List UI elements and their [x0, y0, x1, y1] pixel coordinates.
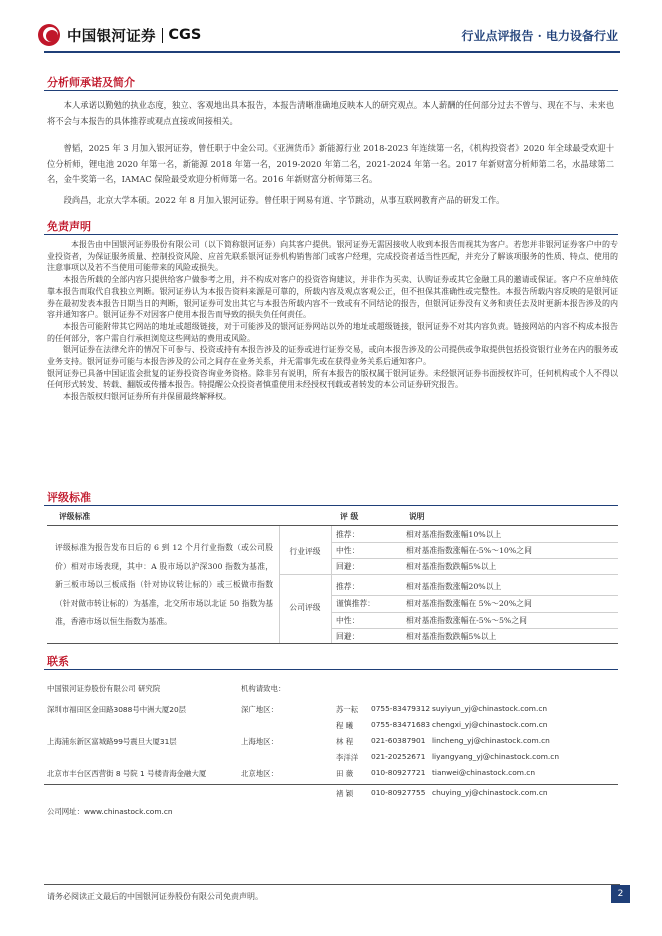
rating-column-rule	[279, 526, 280, 643]
office-region: 上海地区：	[241, 737, 278, 746]
contact-email: chengxi_yj@chinastock.com.cn	[432, 720, 548, 729]
contact-name: 苏一耘	[336, 705, 359, 714]
contact-phone: 010-80927721	[371, 768, 426, 777]
rating-desc: 相对基准指数涨幅在 5%～20%之间	[406, 599, 532, 608]
contact-phone: 021-20252671	[371, 752, 426, 761]
rating-label: 回避：	[336, 562, 360, 571]
rating-desc: 相对基准指数涨幅10%以上	[406, 530, 502, 539]
analyst-section-divider	[44, 90, 618, 91]
footer-divider	[44, 884, 620, 885]
disclaimer-paragraph: 本报告版权归银河证券所有并保留最终解释权。	[63, 392, 231, 402]
contact-email: suyiyun_yj@chinastock.com.cn	[432, 704, 548, 713]
analyst-bio-1: 曾韬，2025 年 3 月加入银河证券，曾任职于中金公司。《亚洲货币》新能源行业 2018-2023 年连续第一名，《机构投资者》2020 年全球最受欢迎十位分析师，锂电池 2020 年第一名，新能源 2018 年第一名，2019-2020 年第二名，2021-2024 年第一名。2017 年新财富分析师第二名，水晶球第二名，金牛奖第一名，IAMAC 保险最受欢迎分析师第一名。2016 年新财富分析师第三名。	[47, 143, 614, 184]
contact-name: 李洋洋	[336, 753, 359, 762]
contact-email: lincheng_yj@chinastock.com.cn	[432, 736, 550, 745]
logo-separator	[162, 28, 164, 43]
rating-label: 推荐：	[336, 582, 360, 591]
contact-phone: 0755-83479312	[371, 704, 431, 713]
disclaimer-body	[47, 239, 618, 403]
contact-section-title: 联系	[47, 655, 69, 668]
disclaimer-paragraph: 银河证券在法律允许的情况下可参与、投资或持有本报告涉及的证券或进行证券交易，或向本报告涉及的公司提供或争取提供包括投资银行业务在内的服务或业务支持。银河证券可能与本报告涉及的公司之间存在业务关系，并无需事先或在获得业务关系后通知客户。	[47, 345, 618, 367]
contact-rule	[44, 784, 618, 785]
disclaimer-section-title: 免责声明	[47, 220, 91, 233]
rating-desc: 相对基准指数跌幅5%以上	[406, 632, 497, 641]
rating-column-rule	[331, 526, 332, 643]
rating-group-company: 公司评级	[289, 603, 321, 612]
contact-email: tianwei@chinastock.com.cn	[432, 768, 536, 777]
logo-cn-text: 中国银河证券	[67, 28, 156, 45]
company-website: 公司网址：www.chinastock.com.cn	[47, 807, 173, 816]
rating-desc: 相对基准指数跌幅5%以上	[406, 562, 497, 571]
contact-name: 褚 颖	[336, 789, 354, 798]
contact-phone: 0755-83471683	[371, 720, 431, 729]
rating-bottom-rule	[47, 643, 618, 644]
disclaimer-section-divider	[44, 234, 618, 235]
report-type: 行业点评报告 · 电力设备行业	[461, 29, 618, 43]
contact-name: 田 薇	[336, 769, 354, 778]
contact-sales-label: 机构请致电：	[241, 684, 286, 693]
header-divider	[44, 51, 620, 53]
disclaimer-paragraph: 本报告可能附带其它网站的地址或超级链接，对于可能涉及的银河证券网站以外的地址或超级链接，银河证券不对其内容负责。链接网站的内容不构成本报告的任何部分，客户需自行承担浏览这些网站的费用或风险。	[47, 321, 618, 343]
disclaimer-paragraph: 银河证券已具备中国证监会批复的证券投资咨询业务资格。除非另有说明，所有本报告的版权属于银河证券。未经银河证券书面授权许可，任何机构或个人不得以任何形式转发、转载、翻版或传播本报告。特提醒公众投资者慎重使用未经授权刊载或者转发的本公司证券研究报告。	[47, 368, 618, 390]
contact-company: 中国银河证券股份有限公司 研究院	[47, 684, 161, 693]
contact-email: liyangyang_yj@chinastock.com.cn	[432, 752, 560, 761]
rating-label: 推荐：	[336, 530, 360, 539]
logo-mark-icon	[38, 24, 60, 46]
rating-label: 谨慎推荐：	[336, 599, 375, 608]
office-address-shenzhen: 深圳市福田区金田路3088号中洲大厦20层	[47, 705, 187, 714]
rating-col-standard: 评级标准	[59, 512, 91, 521]
contact-name: 林 程	[336, 737, 354, 746]
contact-name: 程 曦	[336, 721, 354, 730]
rating-table	[47, 509, 618, 644]
disclaimer-paragraph: 本报告所载的全部内容只提供给客户做参考之用，并不构成对客户的投资咨询建议，并非作为买卖、认购证券或其它金融工具的邀请或保证。客户不应单纯依靠本报告而取代自我独立判断。银河证券认为本报告资料来源是可靠的，所载内容及观点客观公正，但不担保其准确性或完整性。本报告所载内容反映的是银河证券在最初发表本报告日期当日的判断，银河证券可发出其它与本报告所载内容不一致或有不同结论的报告，但银河证券没有义务和责任去及时更新本报告涉及的内容并通知客户。银河证券不对因客户使用本报告而导致的损失负任何责任。	[47, 275, 618, 320]
rating-desc: 相对基准指数涨幅在-5%～5%之间	[406, 616, 527, 625]
logo-en-text: CGS	[168, 27, 202, 43]
rating-col-rating: 评 级	[340, 512, 359, 521]
rating-group-rule	[279, 574, 618, 575]
rating-standard-description: 评级标准为报告发布日后的 6 到 12 个月行业指数（或公司股价）相对市场表现，其中：A 股市场以沪深300 指数为基准，新三板市场以三板成指（针对协议转让标的）或三板做市指数（针对做市转让标的）为基准，北交所市场以北证 50 指数为基准，香港市场以恒生指数为基准。	[55, 543, 273, 626]
office-region: 北京地区：	[241, 769, 278, 778]
disclaimer-paragraph: 本报告由中国银河证券股份有限公司（以下简称银河证券）向其客户提供。银河证券无需因接收人收到本报告而视其为客户。若您并非银河证券客户中的专业投资者，为保证服务质量、控制投资风险、应首先联系银河证券机构销售部门或客户经理，完成投资者适当性匹配，并充分了解该项服务的性质、特点、使用的注意事项以及若不当使用可能带来的风险或损失。	[47, 240, 618, 273]
rating-group-industry: 行业评级	[289, 547, 321, 556]
page-number: 2	[611, 885, 630, 903]
rating-label: 回避：	[336, 632, 360, 641]
rating-desc: 相对基准指数涨幅20%以上	[406, 582, 502, 591]
page-header	[0, 0, 662, 60]
contact-phone: 010-80927755	[371, 788, 426, 797]
analyst-statement: 本人承诺以勤勉的执业态度，独立、客观地出具本报告，本报告清晰准确地反映本人的研究观点。本人薪酬的任何部分过去不曾与、现在不与、未来也将不会与本报告的具体推荐或观点直接或间接相关。	[47, 100, 614, 126]
company-logo	[38, 23, 201, 47]
rating-label: 中性：	[336, 616, 360, 625]
office-address-shanghai: 上海浦东新区富城路99号震旦大厦31层	[47, 737, 177, 746]
rating-header-rule	[47, 525, 618, 526]
rating-section-title: 评级标准	[47, 491, 91, 504]
rating-col-description: 说明	[409, 512, 425, 521]
office-region: 深广地区：	[241, 705, 278, 714]
office-address-beijing: 北京市丰台区西营街 8 号院 1 号楼青海金融大厦	[47, 769, 207, 778]
contact-section-divider	[44, 669, 618, 670]
footer-note: 请务必阅读正文最后的中国银河证券股份有限公司免责声明。	[47, 892, 263, 901]
analyst-section-title: 分析师承诺及简介	[47, 76, 135, 89]
analyst-bio-2: 段尚昌，北京大学本硕。2022 年 8 月加入银河证券。曾任职于网易有道、字节跳动，从事互联网教育产品的研发工作。	[63, 195, 505, 205]
contact-phone: 021-60387901	[371, 736, 426, 745]
rating-section-divider	[44, 505, 618, 506]
contact-email: chuying_yj@chinastock.com.cn	[432, 788, 548, 797]
rating-label: 中性：	[336, 546, 360, 555]
rating-desc: 相对基准指数涨幅在-5%～10%之间	[406, 546, 532, 555]
